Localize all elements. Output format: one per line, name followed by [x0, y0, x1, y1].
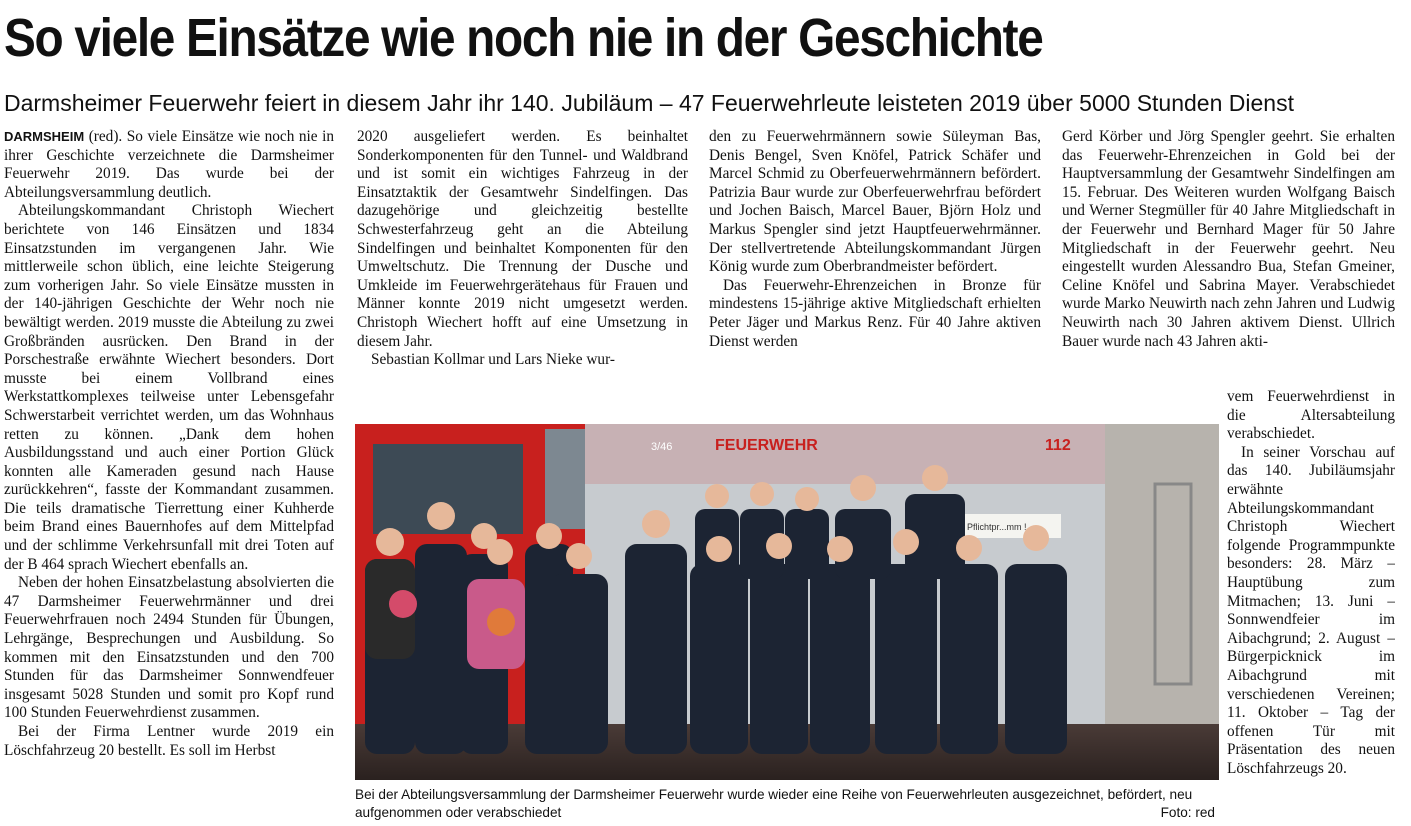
paragraph: Sebastian Kollmar und Lars Nieke wur- — [371, 351, 615, 369]
truck-code: 3/46 — [651, 441, 673, 453]
article-column-3 — [709, 128, 1041, 398]
group-photo-illustration — [355, 424, 1219, 780]
photo-credit: Foto: red — [1160, 805, 1215, 820]
paragraph — [4, 128, 334, 202]
group-photo — [355, 424, 1219, 780]
article-column-4 — [1062, 128, 1395, 398]
paragraph: vem Feuerwehrdienst in die Altersabteilung verabschiedet. — [1227, 388, 1395, 443]
garage-back — [1105, 424, 1219, 724]
paragraph: Abteilungskommandant Christoph Wiechert berichtete von 146 Einsätzen und 1834 Einsatzstunden im vergangenen Jahr. Wie mittlerweile schon üblich, eine leichte Steigerung zum vorherigen Jahr. So viele Einsätze mussten in der 140-jährigen Geschichte der Wehr noch nie bewältigt werden. 2019 musste die Abteilung zu zwei Großbränden ausrücken. Den Brand in der Porschestraße erwähnte Wiechert besonders. Dort musste bei einem Vollbrand eines Werkstattkomplexes teilweise unter Lebensgefahr Schwerstarbeit verrichtet werden, um das Wohnhaus retten zu können. „Dank dem hohen Ausbildungsstand und auch einer Portion Glück konnten alle Kameraden gesund nach Hause zurückkehren“, fasste der Kommandant zusammen. Die teils dramatische Tierrettung einer Kuhherde beim Brand eines Bauernhofes auf dem Mittelpfad und der schlimme Verkehrsunfall mit drei Toten auf der B 464 sprach Wiechert ebenfalls an. — [4, 202, 334, 573]
article-column-4-continued — [1227, 388, 1395, 824]
paragraph: Gerd Körber und Jörg Spengler geehrt. Sie erhalten das Feuerwehr-Ehrenzeichen in Gold bei der Hauptversammlung der Gesamtwehr Sindelfingen am 15. Februar. Des Weiteren wurden Wolfgang Baisch und Werner Stegmüller für 40 Jahre Mitgliedschaft in der Feuerwehr und Bernhard Mager für 50 Jahre Mitgliedschaft in der Feuerwehr geehrt. Neu eingestellt wurden Alessandro Bua, Stefan Gmeiner, Celine Knöfel und Sabrina Mayer. Verabschiedet wurde Marko Neuwirth nach zehn Jahren und Ludwig Neuwirth nach 30 Jahren aktivem Dienst. Ullrich Bauer wurde nach 43 Jahren akti- — [1062, 128, 1395, 350]
article-column-1 — [4, 128, 334, 826]
truck-number: 112 — [1045, 437, 1071, 454]
dateline: DARMSHEIM — [4, 129, 85, 144]
photo-caption — [355, 786, 1219, 822]
sign-text: Pflichtpr...mm ! — [967, 522, 1027, 532]
subheadline: Darmsheimer Feuerwehr feiert in diesem Jahr ihr 140. Jubiläum – 47 Feuerwehrleute leisteten 2019 über 5000 Stunden Dienst — [4, 90, 1294, 116]
paragraph-text: (red). So viele Einsätze wie noch nie in ihrer Geschichte verzeichnete die Darmsheimer Feuerwehr 2019. Das wurde bei der Abteilungsversammlung deutlich. — [4, 128, 334, 201]
caption-text: Bei der Abteilungsversammlung der Darmsheimer Feuerwehr wurde wieder eine Reihe von Feuerwehrleuten ausgezeichnet, befördert, neu aufgenommen oder verabschiedet — [355, 787, 1193, 820]
paragraph: Das Feuerwehr-Ehrenzeichen in Bronze für mindestens 15-jährige aktive Mitgliedschaft erhielten Peter Jäger und Markus Renz. Für 40 Jahre aktiven Dienst werden — [709, 276, 1041, 350]
paragraph: Neben der hohen Einsatzbelastung absolvierten die 47 Darmsheimer Feuerwehrmänner und drei Feuerwehrfrauen noch 2494 Stunden für Übungen, Lehrgänge, Besprechungen und Ausbildung. So kommen mit den Einsatzstunden und den 700 Stunden für das Darmsheimer Sonnwendfeuer insgesamt 5028 Stunden und somit pro Kopf rund 100 Stunden Feuerwehrdienst zusammen. — [4, 574, 334, 722]
article-column-2 — [357, 128, 688, 398]
truck-label: FEUERWEHR — [715, 437, 818, 454]
paragraph: 2020 ausgeliefert werden. Es beinhaltet Sonderkomponenten für den Tunnel- und Waldbrand und ist somit ein wichtiges Fahrzeug in der Einsatztaktik der Gesamtwehr Sindelfingen. Das dazugehörige und gleichzeitig bestellte Schwesterfahrzeug geht an die Abteilung Sindelfingen und beinhaltet Komponenten für den Umweltschutz. Die Trennung der Dusche und Umkleide im Feuerwehrgerätehaus für Frauen und Männer konnte 2019 nicht umgesetzt werden. Christoph Wiechert hofft auf eine Umsetzung in diesem Jahr. — [357, 128, 688, 350]
paragraph: den zu Feuerwehrmännern sowie Süleyman Bas, Denis Bengel, Sven Knöfel, Patrick Schäfer und Marcel Schmid zu Oberfeuerwehrmännern befördert. Patrizia Baur wurde zur Oberfeuerwehrfrau befördert und Jochen Baisch, Marcel Bauer, Björn Holz und Markus Spengler sind jetzt Hauptfeuerwehrmänner. Der stellvertretende Abteilungskommandant Jürgen König wurde zum Oberbrandmeister befördert. — [709, 128, 1041, 276]
paragraph: In seiner Vorschau auf das 140. Jubiläumsjahr erwähnte Abteilungskommandant Christoph Wiechert folgende Programmpunkte besonders: 28. März – Hauptübung zum Mitmachen; 13. Juni – Sonnwendfeier im Aibachgrund; 2. August – Bürgerpicknick im Aibachgrund mit verschiedenen Vereinen; 11. Oktober – Tag der offenen Tür mit Präsentation des neuen Löschfahrzeugs 20. — [1227, 443, 1395, 777]
headline: So viele Einsätze wie noch nie in der Geschichte — [4, 8, 1043, 68]
paragraph: Bei der Firma Lentner wurde 2019 ein Löschfahrzeug 20 bestellt. Es soll im Herbst — [4, 723, 334, 759]
